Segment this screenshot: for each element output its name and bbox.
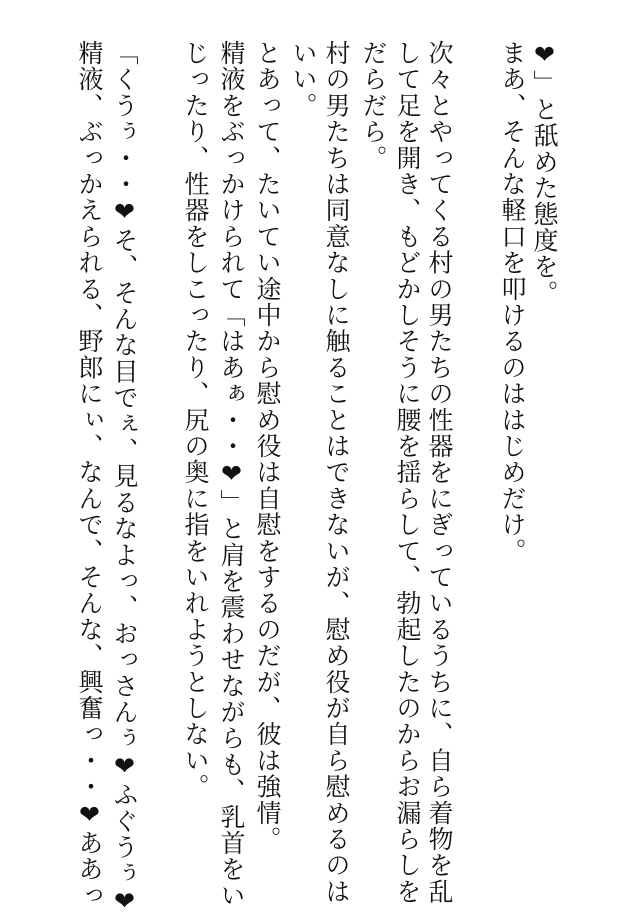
text-line-7: いい。 xyxy=(289,40,318,119)
text-line-3: 次々とやってくる村の男たちの性器をにぎっているうちに、自ら着物を乱 xyxy=(425,40,454,905)
text-line-9: 精液をぶっかけられて「はあぁ・・❤」と肩を震わせながらも、乳首をい xyxy=(217,40,246,909)
text-line-8: とあって、たいてい途中から慰め役は自慰をするのだが、彼は強情。 xyxy=(253,40,282,853)
text-line-11: 「くうぅ・・❤そ、そんな目でぇ、見るなよっ、おっさんぅ❤ふぐうぅ❤ xyxy=(110,40,139,917)
text-line-2: まあ、そんな軽口を叩けるのははじめだけ。 xyxy=(498,40,527,564)
text-line-1: ❤」と舐めた態度を。 xyxy=(530,40,559,306)
text-line-10: じったり、性器をしこったり、尻の奥に指をいれようとしない。 xyxy=(181,40,210,800)
text-line-5: だらだら。 xyxy=(359,40,388,171)
text-line-12: 精液、ぶっかえられる、野郎にぃ、なんで、そんな、興奮っ・・❤ああっ xyxy=(75,40,104,909)
text-line-6: 村の男たちは同意なしに触ることはできないが、慰め役が自ら慰めるのは xyxy=(322,40,351,905)
text-line-4: して足を開き、もどかしそうに腰を揺らして、勃起したのからお漏らしを xyxy=(393,40,422,905)
